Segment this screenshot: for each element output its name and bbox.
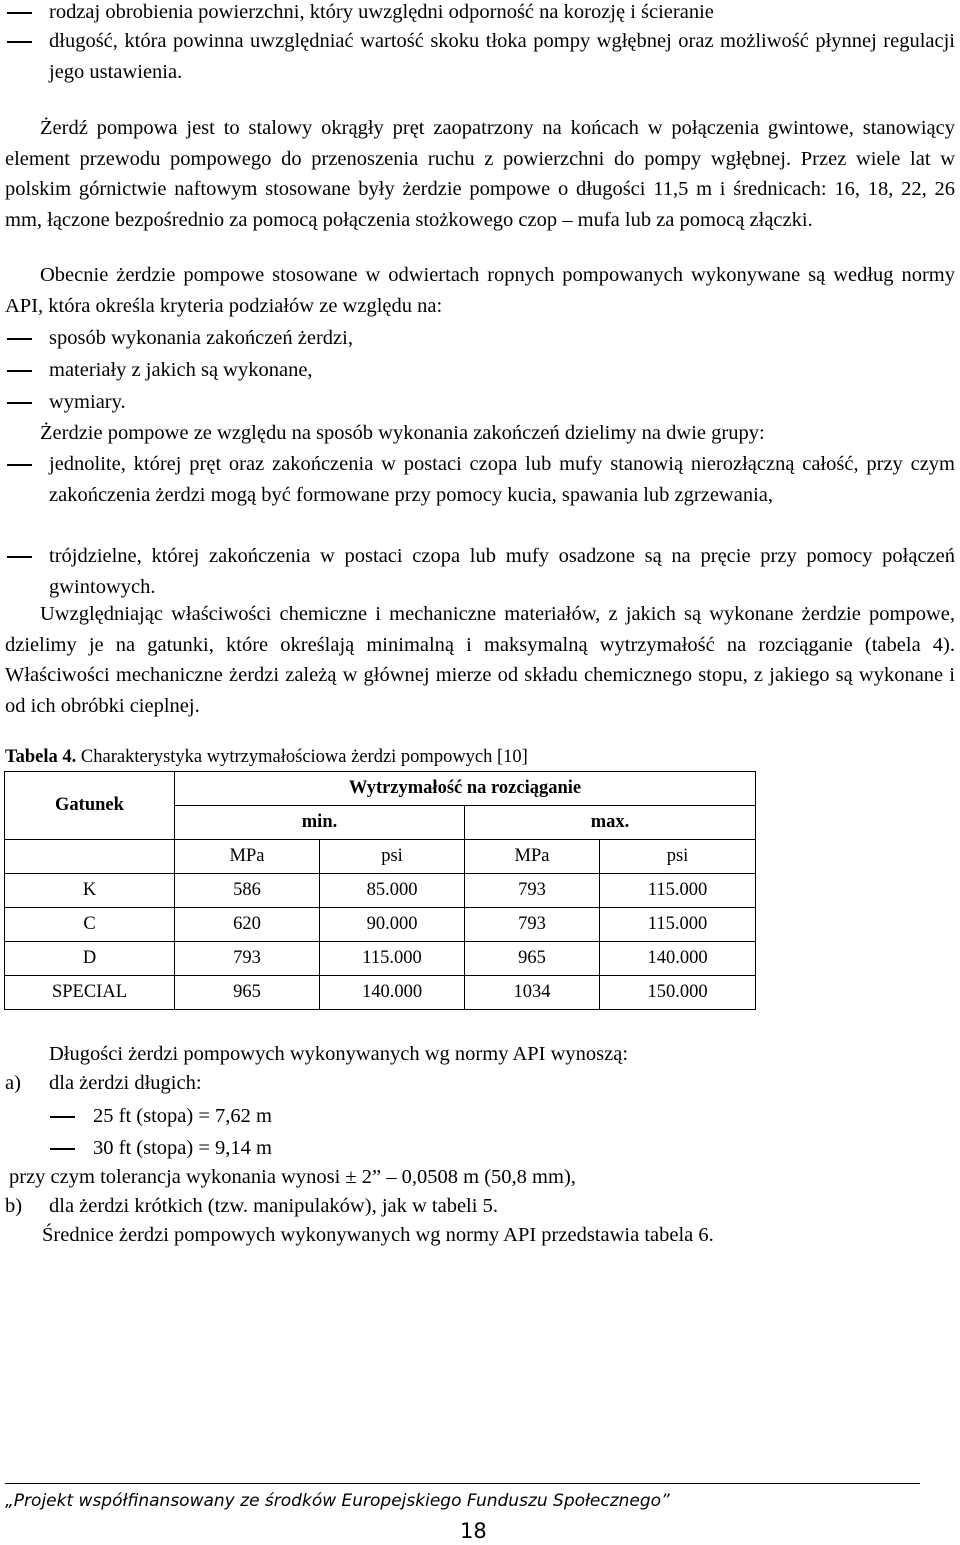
header-strength: Wytrzymałość na rozciąganie (175, 772, 756, 806)
dash-bullet (7, 370, 32, 372)
table-cell: C (5, 908, 175, 942)
table-row (5, 874, 756, 908)
item-text: dla żerdzi długich: (49, 1072, 202, 1094)
table-cell: 115.000 (320, 942, 465, 976)
dash-bullet (7, 41, 32, 43)
footer-text: „Projekt współfinansowany ze środków Europejskiego Funduszu Społecznego” (5, 1491, 670, 1511)
list-item-text: 25 ft (stopa) = 7,62 m (93, 1105, 272, 1127)
table-cell: 90.000 (320, 908, 465, 942)
table-cell: 793 (465, 874, 600, 908)
header-min: min. (175, 806, 465, 840)
table-cell: SPECIAL (5, 976, 175, 1010)
table-row (5, 976, 756, 1010)
dash-bullet (50, 1148, 75, 1150)
table-cell: 965 (465, 942, 600, 976)
unit-cell: MPa (465, 840, 600, 874)
list-item-b (0, 1191, 900, 1222)
item-text: dla żerdzi krótkich (tzw. manipulaków), jak w tabeli 5. (49, 1195, 498, 1217)
list-item (0, 449, 955, 541)
dash-bullet (7, 338, 32, 340)
header-grade: Gatunek (5, 772, 175, 840)
dash-bullet (7, 12, 32, 14)
list-item-text: długość, która powinna uwzględniać wartość skoku tłoka pompy wgłębnej oraz możliwość płynnej regulacji jego ustawienia. (49, 30, 955, 83)
list-item (0, 387, 955, 418)
table-cell: D (5, 942, 175, 976)
table-cell: 140.000 (600, 942, 756, 976)
lengths-intro: Długości żerdzi pompowych wykonywanych wg normy API wynoszą: (49, 1043, 629, 1065)
list-item (0, 323, 955, 354)
table-cell: 793 (175, 942, 320, 976)
paragraph-grades: Uwzględniając właściwości chemiczne i mechaniczne materiałów, z jakich są wykonane żerdzie pompowe, dzielimy je na gatunki, które określają minimalną i maksymalną wytrzymałość na rozciąganie (tabela 4). Właściwości mechaniczne żerdzi zależą w głównej mierze od składu chemicznego stopu, z jakiego są wykonane i od ich obróbki cieplnej. (5, 603, 955, 717)
tolerance-text: przy czym tolerancja wykonania wynosi ± 2” – 0,0508 m (50,8 mm), (9, 1166, 576, 1188)
list-item (0, 355, 955, 386)
footer-divider (5, 1483, 920, 1484)
dash-bullet (50, 1116, 75, 1118)
list-item-text: 30 ft (stopa) = 9,14 m (93, 1137, 272, 1159)
paragraph-definition: Żerdź pompowa jest to stalowy okrągły pręt zaopatrzony na końcach w połączenia gwintowe, stanowiący element przewodu pompowego do przenoszenia ruchu z powierzchni do pompy wgłębnej. Przez wiele lat w polskim górnictwie naftowym stosowane były żerdzie pompowe o długości 11,5 m i średnicach: 16, 18, 22, 26 mm, łączone bezpośrednio za pomocą połączenia stożkowego czop – mufa lub za pomocą złączki. (5, 117, 955, 231)
strength-table (4, 771, 756, 1010)
item-label: b) (5, 1195, 23, 1217)
table-row (5, 908, 756, 942)
list-item-a (0, 1068, 900, 1099)
diameters-text: Średnice żerdzi pompowych wykonywanych wg normy API przedstawia tabela 6. (42, 1224, 714, 1246)
table-cell: 150.000 (600, 976, 756, 1010)
list-item (0, 541, 955, 603)
table-units-row (5, 840, 756, 874)
list-item (0, 1101, 900, 1132)
unit-cell: psi (600, 840, 756, 874)
table-header-row (5, 772, 756, 806)
list-item-text: materiały z jakich są wykonane, (49, 359, 313, 381)
table-caption (5, 745, 528, 769)
table-cell: 115.000 (600, 874, 756, 908)
list-item-text: rodzaj obrobienia powierzchni, który uwzględni odporność na korozję i ścieranie (49, 1, 714, 23)
paragraph-groups-intro: Żerdzie pompowe ze względu na sposób wykonania zakończeń dzielimy na dwie grupy: (40, 422, 765, 444)
dash-bullet (7, 464, 32, 466)
table-cell: 793 (465, 908, 600, 942)
table-cell: 140.000 (320, 976, 465, 1010)
table-cell: 965 (175, 976, 320, 1010)
dash-bullet (7, 556, 32, 558)
table-cell: 586 (175, 874, 320, 908)
table-cell: 115.000 (600, 908, 756, 942)
paragraph-api-norm: Obecnie żerdzie pompowe stosowane w odwiertach ropnych pompowanych wykonywane są według normy API, która określa kryteria podziałów ze względu na: (5, 264, 955, 317)
table-caption-text: Charakterystyka wytrzymałościowa żerdzi pompowych [10] (76, 747, 528, 767)
table-caption-label: Tabela 4. (5, 747, 77, 767)
item-label: a) (5, 1072, 21, 1094)
table-cell: 620 (175, 908, 320, 942)
table-cell: 85.000 (320, 874, 465, 908)
list-item (0, 0, 955, 28)
unit-cell: MPa (175, 840, 320, 874)
page-number: 18 (460, 1519, 487, 1543)
header-max: max. (465, 806, 756, 840)
list-item-text: wymiary. (49, 391, 126, 413)
table-cell (5, 840, 175, 874)
list-item (0, 1133, 900, 1164)
list-item-text: sposób wykonania zakończeń żerdzi, (49, 327, 353, 349)
list-item (0, 26, 955, 88)
list-item-text: jednolite, której pręt oraz zakończenia w postaci czopa lub mufy stanowią nierozłączną całość, przy czym zakończenia żerdzi mogą być formowane przy pomocy kucia, spawania lub zgrzewania, (49, 453, 955, 506)
list-item-text: trójdzielne, której zakończenia w postaci czopa lub mufy osadzone są na pręcie przy pomocy połączeń gwintowych. (49, 545, 955, 598)
unit-cell: psi (320, 840, 465, 874)
table-row (5, 942, 756, 976)
table-cell: 1034 (465, 976, 600, 1010)
table-cell: K (5, 874, 175, 908)
dash-bullet (7, 402, 32, 404)
